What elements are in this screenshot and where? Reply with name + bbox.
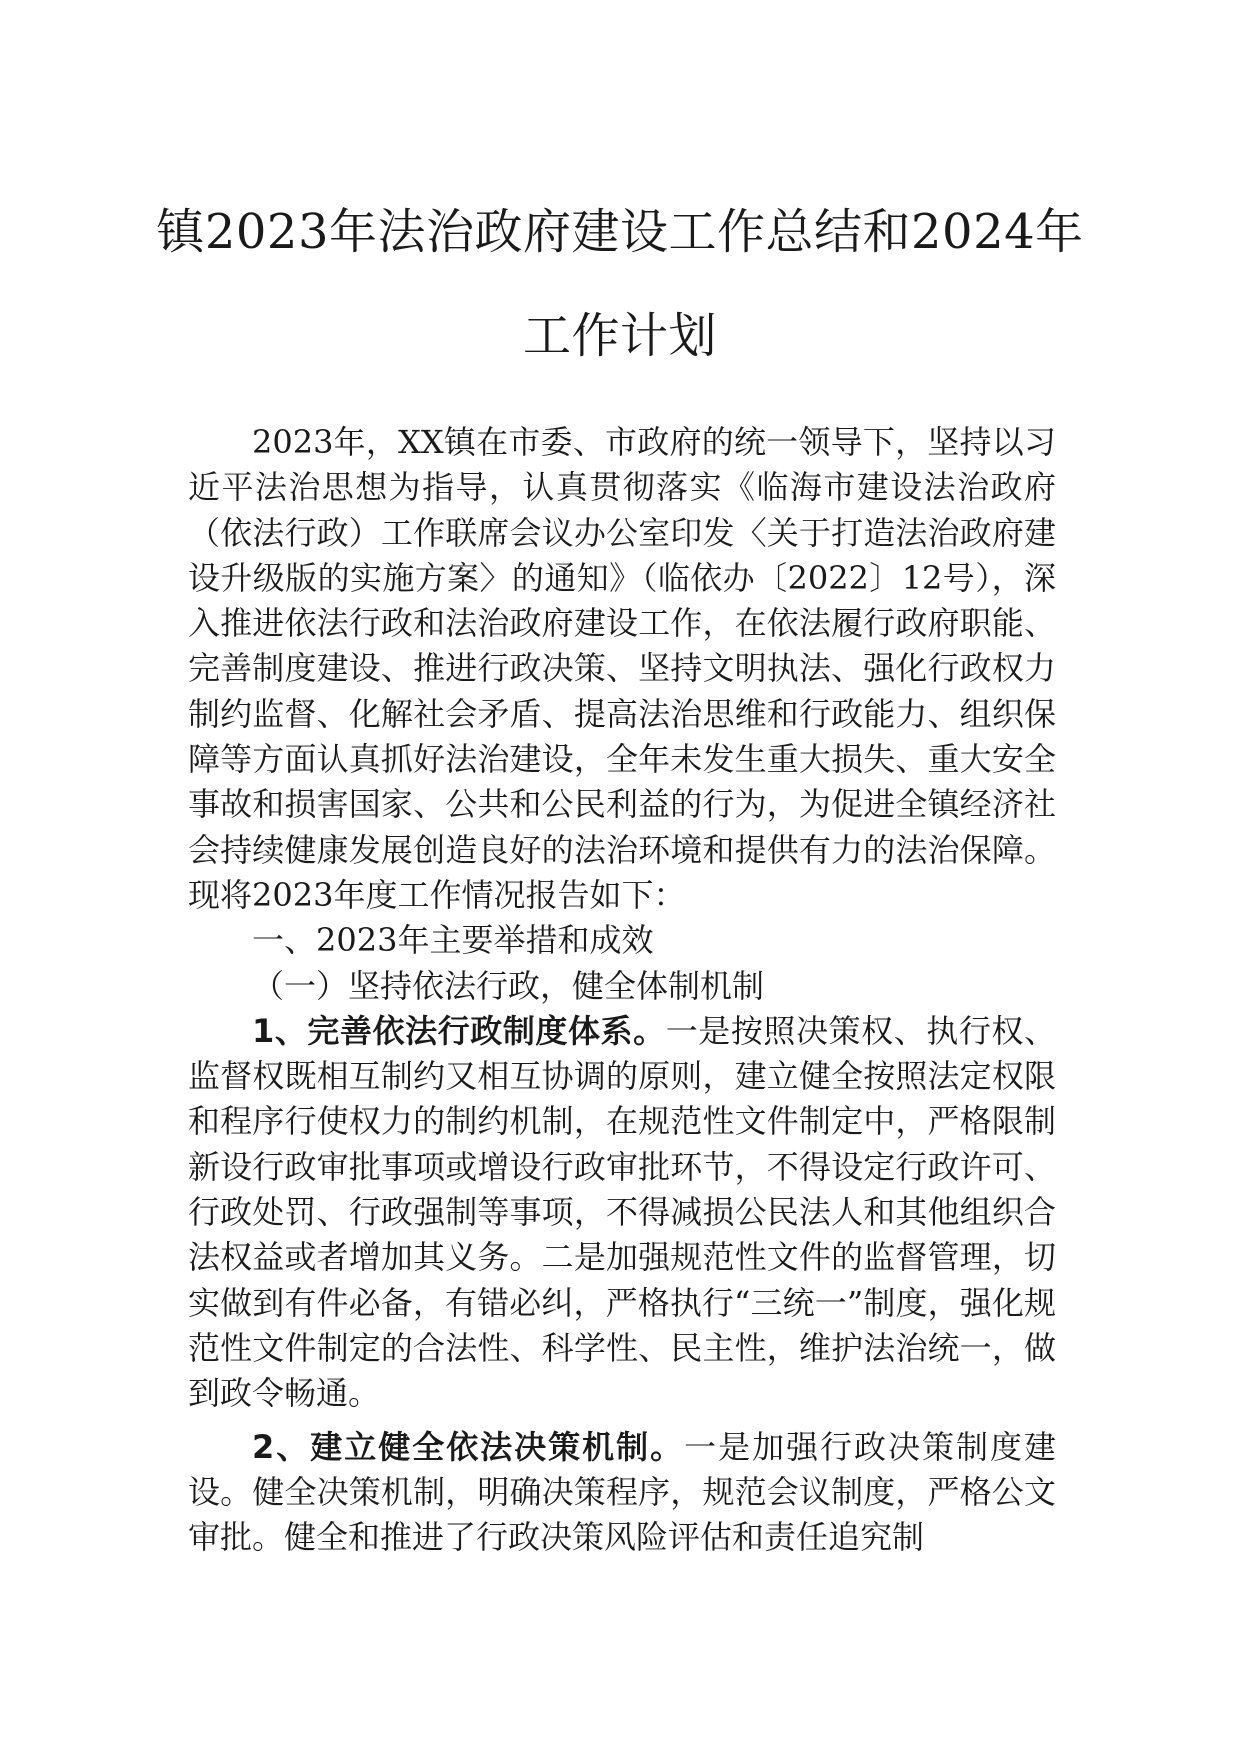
item-2-text: 一是加强行政决策制度建设。健全决策机制，明确决策程序，规范会议制度，严格公文审批。健全和推进了行政决策风险评估和责任追究制 (188, 1427, 1056, 1557)
document-title (150, 180, 1090, 388)
intro-paragraph: 2023年，XX镇在市委、市政府的统一领导下，坚持以习近平法治思想为指导，认真贯彻落实《临海市建设法治政府（依法行政）工作联席会议办公室印发〈关于打造法治政府建设升级版的实施方案〉的通知》（临依办〔2022〕12号），深入推进依法行政和法治政府建设工作，在依法履行政府职能、完善制度建设、推进行政决策、坚持文明执法、强化行政权力制约监督、化解社会矛盾、提高法治思维和行政能力、组织保障等方面认真抓好法治建设，全年未发生重大损失、重大安全事故和损害国家、公共和公民利益的行为，为促进全镇经济社会持续健康发展创造良好的法治环境和提供有力的法治保障。现将2023年度工作情况报告如下： (188, 423, 1056, 914)
section-heading-1: 一、2023年主要举措和成效 (252, 921, 654, 960)
document-body (188, 420, 1056, 1560)
item-2-lead: 2、建立健全依法决策机制。 (252, 1427, 685, 1466)
item-1-lead: 1、完善依法行政制度体系。 (252, 1011, 666, 1050)
title-line-2: 工作计划 (522, 308, 717, 364)
item-1-text: 一是按照决策权、执行权、监督权既相互制约又相互协调的原则，建立健全按照法定权限和程序行使权力的制约机制，在规范性文件制定中，严格限制新设行政审批事项或增设行政审批环节，不得设定行政许可、行政处罚、行政强制等事项，不得减损公民法人和其他组织合法权益或者增加其义务。二是加强规范性文件的监督管理，切实做到有件必备，有错必纠，严格执行“三统一”制度，强化规范性文件制定的合法性、科学性、民主性，维护法治统一，做到政令畅通。 (188, 1011, 1056, 1413)
item-paragraph-2 (188, 1425, 1056, 1561)
subsection-heading-1: （一）坚持依法行政，健全体制机制 (252, 966, 765, 1005)
title-line-1: 镇2023年法治政府建设工作总结和2024年 (156, 204, 1084, 260)
item-paragraph-1 (188, 1009, 1056, 1417)
